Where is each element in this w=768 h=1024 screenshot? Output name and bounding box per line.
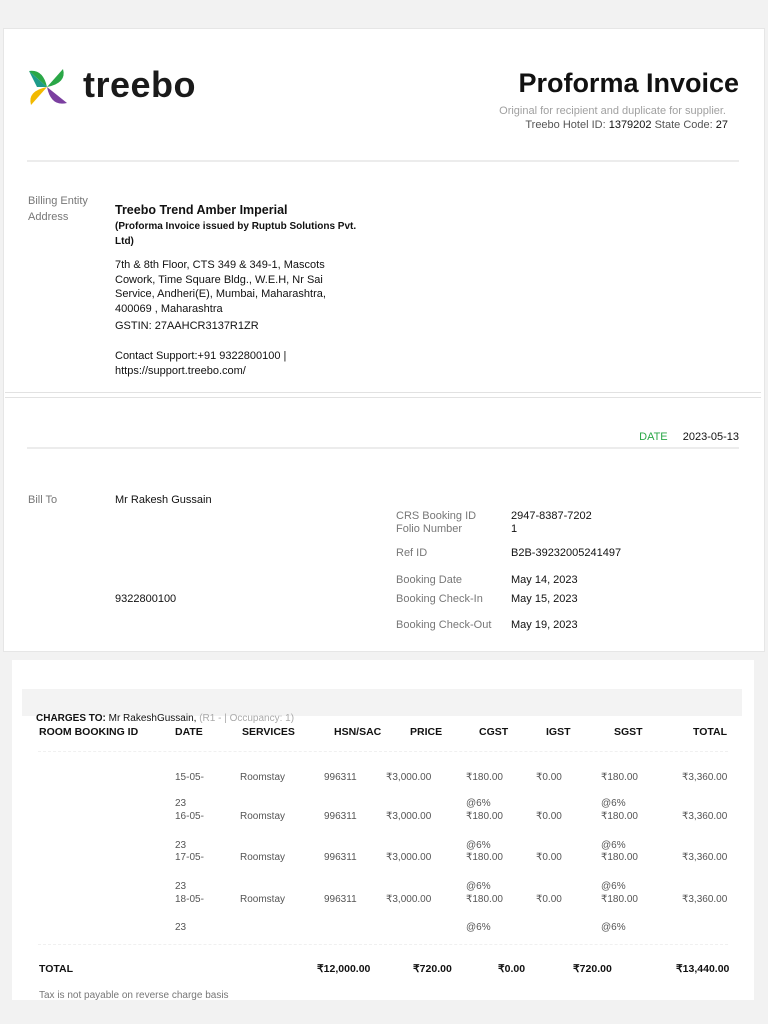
table-divider [38,751,728,752]
folio-number-label: Folio Number [396,523,463,535]
cell-date: 18-05- [175,894,204,905]
booking-checkin-label: Booking Check-In [396,593,483,605]
date-label: DATE [639,431,668,443]
charges-to-meta: (R1 - | Occupancy: 1) [199,713,295,724]
cell-sgst-rate: @6% [601,798,626,809]
booking-checkout-value: May 19, 2023 [511,619,578,631]
total-igst: ₹0.00 [498,963,526,975]
hotel-id-line [525,119,728,131]
cell-sgst: ₹180.00 [601,811,638,822]
cell-cgst-rate: @6% [466,922,491,933]
entity-address: 7th & 8th Floor, CTS 349 & 349-1, Mascots Cowork, Time Square Bldg., W.E.H, Nr Sai Service, Andheri(E), Mumbai, Maharashtra, 400069 , Maharashtra [115,259,326,315]
cell-igst: ₹0.00 [536,811,562,822]
cell-price: ₹3,000.00 [386,772,432,783]
col-header-total: TOTAL [693,726,728,738]
cell-date-year: 23 [175,881,187,892]
tax-footnote: Tax is not payable on reverse charge basis [39,990,229,1001]
bill-to-label: Bill To [28,494,58,506]
ref-id-label: Ref ID [396,547,428,559]
col-header-cgst: CGST [479,726,509,738]
entity-note: (Proforma Invoice issued by Ruptub Solutions Pvt. Ltd) [115,221,357,247]
col-header-igst: IGST [546,726,571,738]
booking-checkout-label: Booking Check-Out [396,619,492,631]
cell-service: Roomstay [240,894,286,905]
logo-wordmark: treebo [83,64,197,105]
cell-sgst-rate: @6% [601,881,626,892]
cell-cgst-rate: @6% [466,798,491,809]
cell-igst: ₹0.00 [536,894,562,905]
treebo-logo [27,64,202,107]
state-code-label: State Code: [654,119,713,131]
col-header-date: DATE [175,726,203,738]
cell-igst: ₹0.00 [536,852,562,863]
cell-date-year: 23 [175,922,187,933]
cell-sgst: ₹180.00 [601,772,638,783]
entity-name: Treebo Trend Amber Imperial [115,203,288,217]
bill-to-phone: 9322800100 [115,593,177,605]
billing-entity-label-line1: Billing Entity [28,195,88,207]
total-cgst: ₹720.00 [413,963,452,975]
col-header-hsn-sac: HSN/SAC [334,726,382,738]
ref-id-value: B2B-39232005241497 [511,547,622,559]
cell-cgst: ₹180.00 [466,894,503,905]
invoice-subtitle: Original for recipient and duplicate for supplier. [499,105,726,117]
cell-igst: ₹0.00 [536,772,562,783]
billing-entity-label-line2: Address [28,211,69,223]
cell-date-year: 23 [175,840,187,851]
cell-date: 16-05- [175,811,204,822]
crs-booking-id-value: 2947-8387-7202 [511,510,592,522]
cell-price: ₹3,000.00 [386,894,432,905]
divider [27,447,739,449]
date-value: 2023-05-13 [682,431,739,443]
col-header-services: SERVICES [242,726,295,738]
cell-sgst-rate: @6% [601,922,626,933]
cell-total: ₹3,360.00 [682,772,728,783]
cell-total: ₹3,360.00 [682,852,728,863]
cell-date: 15-05- [175,772,204,783]
cell-hsn: 996311 [324,811,357,822]
cell-cgst: ₹180.00 [466,852,503,863]
invoice-date [639,431,739,443]
bill-to-name: Mr Rakesh Gussain [115,494,212,506]
billing-entity-label [28,193,88,225]
section-divider-box [5,392,761,398]
cell-cgst-rate: @6% [466,840,491,851]
cell-total: ₹3,360.00 [682,894,728,905]
col-header-sgst: SGST [614,726,643,738]
entity-gstin: GSTIN: 27AAHCR3137R1ZR [115,320,259,332]
cell-price: ₹3,000.00 [386,852,432,863]
booking-date-label: Booking Date [396,574,463,586]
total-label: TOTAL [39,963,74,975]
cell-service: Roomstay [240,811,286,822]
cell-hsn: 996311 [324,894,357,905]
cell-hsn: 996311 [324,772,357,783]
crs-booking-id-label: CRS Booking ID [396,510,477,522]
cell-sgst: ₹180.00 [601,894,638,905]
booking-date-value: May 14, 2023 [511,574,578,586]
charges-to [36,713,294,724]
cell-sgst: ₹180.00 [601,852,638,863]
billing-entity-block [115,203,360,378]
col-header-price: PRICE [410,726,443,738]
total-price: ₹12,000.00 [317,963,371,975]
treebo-pinwheel-icon [27,67,71,107]
page-title: Proforma Invoice [518,68,739,98]
state-code-value: 27 [715,119,728,131]
cell-cgst: ₹180.00 [466,772,503,783]
col-header-room-booking-id: ROOM BOOKING ID [39,726,139,738]
cell-cgst: ₹180.00 [466,811,503,822]
cell-date-year: 23 [175,798,187,809]
cell-service: Roomstay [240,772,286,783]
cell-total: ₹3,360.00 [682,811,728,822]
hotel-id-label: Treebo Hotel ID: [525,119,606,131]
total-sgst: ₹720.00 [573,963,612,975]
booking-checkin-value: May 15, 2023 [511,593,578,605]
cell-hsn: 996311 [324,852,357,863]
charges-to-name: Mr RakeshGussain, [108,713,197,724]
cell-cgst-rate: @6% [466,881,491,892]
cell-service: Roomstay [240,852,286,863]
cell-price: ₹3,000.00 [386,811,432,822]
cell-sgst-rate: @6% [601,840,626,851]
charges-to-label: CHARGES TO: [36,713,106,724]
folio-number-value: 1 [511,523,518,535]
divider [27,160,739,162]
total-amount: ₹13,440.00 [676,963,730,975]
cell-date: 17-05- [175,852,204,863]
hotel-id-value: 1379202 [608,119,652,131]
table-divider [38,944,728,945]
entity-contact: Contact Support:+91 9322800100 | https://support.treebo.com/ [115,350,287,377]
charges-band [22,689,742,716]
